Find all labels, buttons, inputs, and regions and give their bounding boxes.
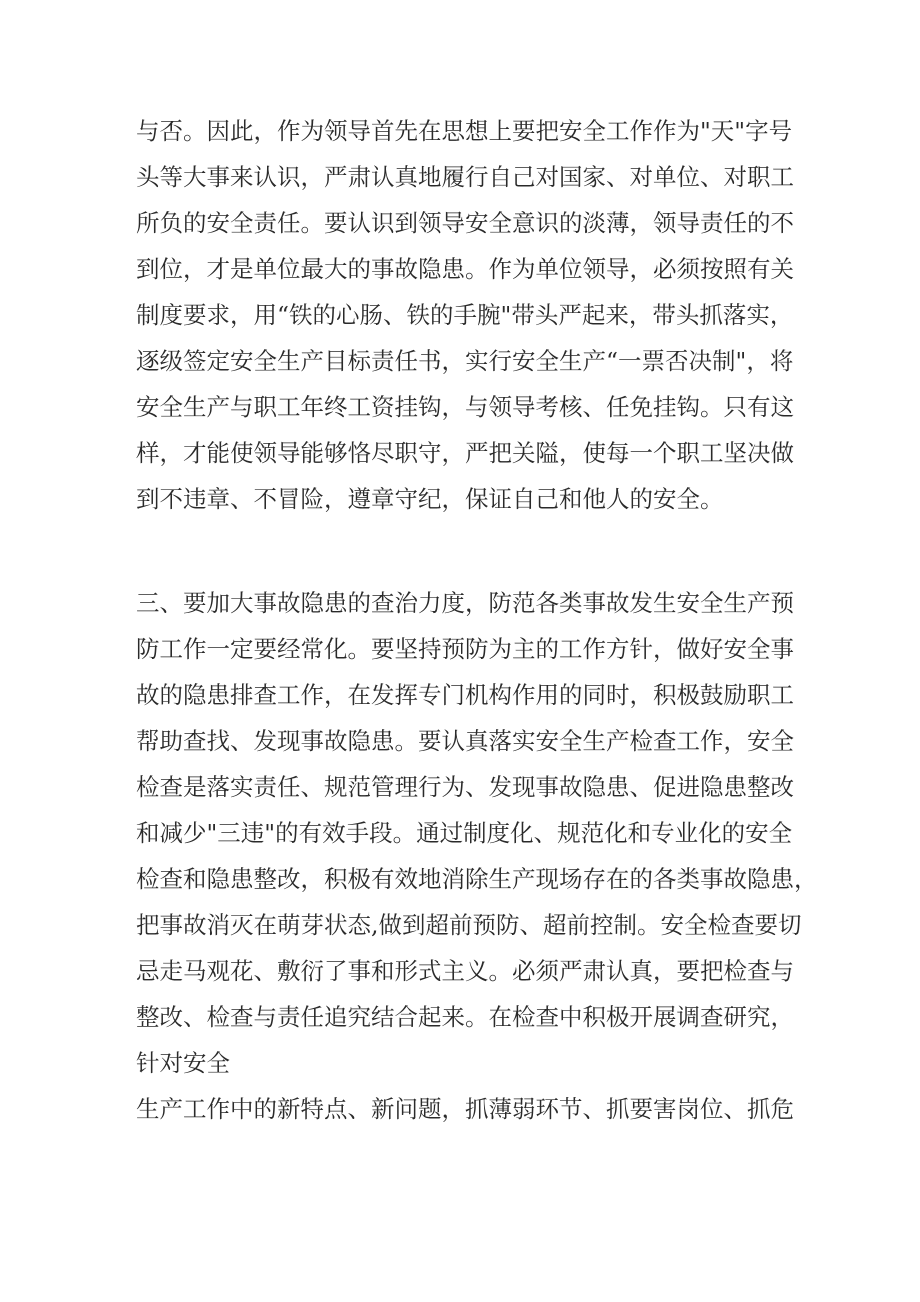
paragraph-2-line-5: 检查是落实责任、规范管理行为、发现事故隐患、促进隐患整改 bbox=[136, 773, 794, 801]
paragraph-1-line-4: 到位，才是单位最大的事故隐患。作为单位领导，必须按照有关 bbox=[136, 255, 794, 283]
paragraph-2-line-12: 生产工作中的新特点、新问题，抓薄弱环节、抓要害岗位、抓危 bbox=[136, 1095, 794, 1123]
paragraph-1-line-1: 与否。因此，作为领导首先在思想上要把安全工作作为"天"字号 bbox=[136, 117, 793, 145]
paragraph-1-line-6: 逐级签定安全生产目标责任书，实行安全生产“一票否决制"，将 bbox=[136, 347, 794, 375]
paragraph-2-line-9: 忌走马观花、敷衍了事和形式主义。必须严肃认真，要把检查与 bbox=[136, 957, 794, 985]
paragraph-2-line-6: 和减少"三违"的有效手段。通过制度化、规范化和专业化的安全 bbox=[136, 819, 793, 847]
paragraph-1-line-2: 头等大事来认识，严肃认真地履行自己对国家、对单位、对职工 bbox=[136, 163, 794, 191]
paragraph-2-line-2: 防工作一定要经常化。要坚持预防为主的工作方针，做好安全事 bbox=[136, 635, 794, 663]
paragraph-1-line-3: 所负的安全责任。要认识到领导安全意识的淡薄，领导责任的不 bbox=[136, 209, 794, 237]
paragraph-2-line-1: 三、要加大事故隐患的查治力度，防范各类事故发生安全生产预 bbox=[136, 589, 794, 617]
paragraph-1-line-7: 安全生产与职工年终工资挂钩，与领导考核、任免挂钩。只有这 bbox=[136, 393, 794, 421]
paragraph-1-line-9: 到不违章、不冒险，遵章守纪，保证自己和他人的安全。 bbox=[136, 485, 724, 513]
paragraph-2-line-3: 故的隐患排查工作，在发挥专门机构作用的同时，积极鼓励职工 bbox=[136, 681, 794, 709]
paragraph-2-line-10: 整改、检查与责任追究结合起来。在检查中积极开展调查研究， bbox=[136, 1003, 794, 1031]
paragraph-1-line-5: 制度要求，用“铁的心肠、铁的手腕"带头严起来，带头抓落实， bbox=[136, 301, 794, 329]
paragraph-2-line-8: 把事故消灭在萌芽状态,做到超前预防、超前控制。安全检查要切 bbox=[136, 911, 802, 939]
paragraph-2-line-4: 帮助查找、发现事故隐患。要认真落实安全生产检查工作，安全 bbox=[136, 727, 794, 755]
paragraph-1-line-8: 样，才能使领导能够恪尽职守，严把关隘，使每一个职工坚决做 bbox=[136, 439, 794, 467]
paragraph-2-line-11: 针对安全 bbox=[136, 1049, 230, 1077]
paragraph-2-line-7: 检查和隐患整改，积极有效地消除生产现场存在的各类事故隐患， bbox=[136, 865, 818, 893]
